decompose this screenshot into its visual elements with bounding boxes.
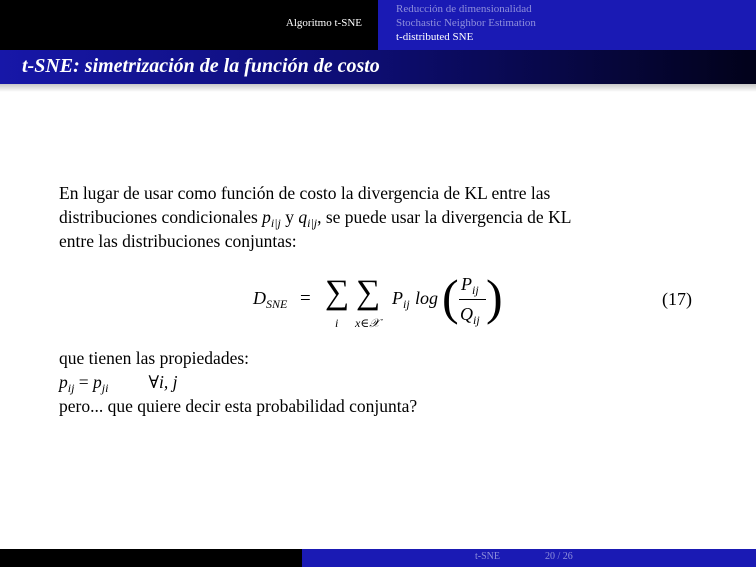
footer-left-panel [0,549,302,567]
fraction-numerator [461,274,479,295]
nav-section-panel [0,0,378,50]
question-line: pero... que quiere decir esta probabilidad conjunta? [59,396,418,416]
forall-condition: ∀i, j [148,372,178,392]
equation-number: (17) [662,289,692,309]
equals-sign: = [300,288,311,309]
fraction-bar [459,299,486,300]
intro-line-3: entre las distribuciones conjuntas: [59,231,297,251]
slide-body [59,181,709,253]
intro-line-1: En lugar de usar como función de costo la divergencia de KL entre las [59,183,551,203]
log-text: log [415,288,439,308]
p-conditional-subscript: i|j [270,216,281,230]
nav-subsection-panel [378,0,756,50]
footer-bar [0,549,756,567]
term-p [392,288,410,309]
p-ij-subscript: ij [67,381,75,395]
footer-short-title: t-SNE [475,551,500,562]
numerator-letter: P [461,274,472,294]
denominator-letter: Q [460,304,473,324]
sum-symbol-i: ∑ [325,274,350,311]
left-paren: ( [442,269,459,325]
fraction-denominator [460,304,480,325]
intro-line-2 [59,205,709,229]
intro-text-b: , se puede usar la divergencia de KL [317,207,572,227]
title-shadow [0,84,756,92]
numerator-subscript: ij [472,283,479,297]
footer-right-panel [302,549,756,567]
denominator-subscript: ij [473,313,480,327]
sum-index-x: x∈𝒳 [355,316,380,330]
p-conditional: p [262,207,271,227]
term-p-letter: P [392,288,403,308]
page-counter: 20 / 26 [545,551,573,562]
sum-index-i: i [335,316,339,330]
p-ij: p [59,372,68,392]
equation-lhs [253,288,287,309]
d-symbol: D [253,288,266,308]
q-conditional: q [298,207,308,227]
term-p-subscript: ij [403,297,410,311]
right-paren: ) [486,269,503,325]
intro-text-a: distribuciones condicionales [59,207,263,227]
nav-subsection-1[interactable]: Reducción de dimensionalidad [396,3,532,15]
top-navigation-bar [0,0,756,50]
slide-title: t-SNE: simetrización de la función de costo [22,55,380,77]
and-word: y [280,207,299,227]
sne-subscript: SNE [266,297,288,311]
properties-intro: que tienen las propiedades: [59,348,250,368]
properties-block [59,346,417,418]
symmetry-property [59,370,417,394]
frame-title-bar [0,50,756,84]
p-ji: p [93,372,102,392]
prop-equals: = [74,372,94,392]
nav-subsection-3-active[interactable]: t-distributed SNE [396,31,474,43]
p-ji-subscript: ji [101,381,109,395]
equation-17 [0,269,756,342]
sum-symbol-x: ∑ [356,274,381,311]
nav-section-link[interactable]: Algoritmo t-SNE [285,17,362,29]
nav-subsection-2[interactable]: Stochastic Neighbor Estimation [396,17,536,29]
q-conditional-subscript: i|j [307,216,318,230]
